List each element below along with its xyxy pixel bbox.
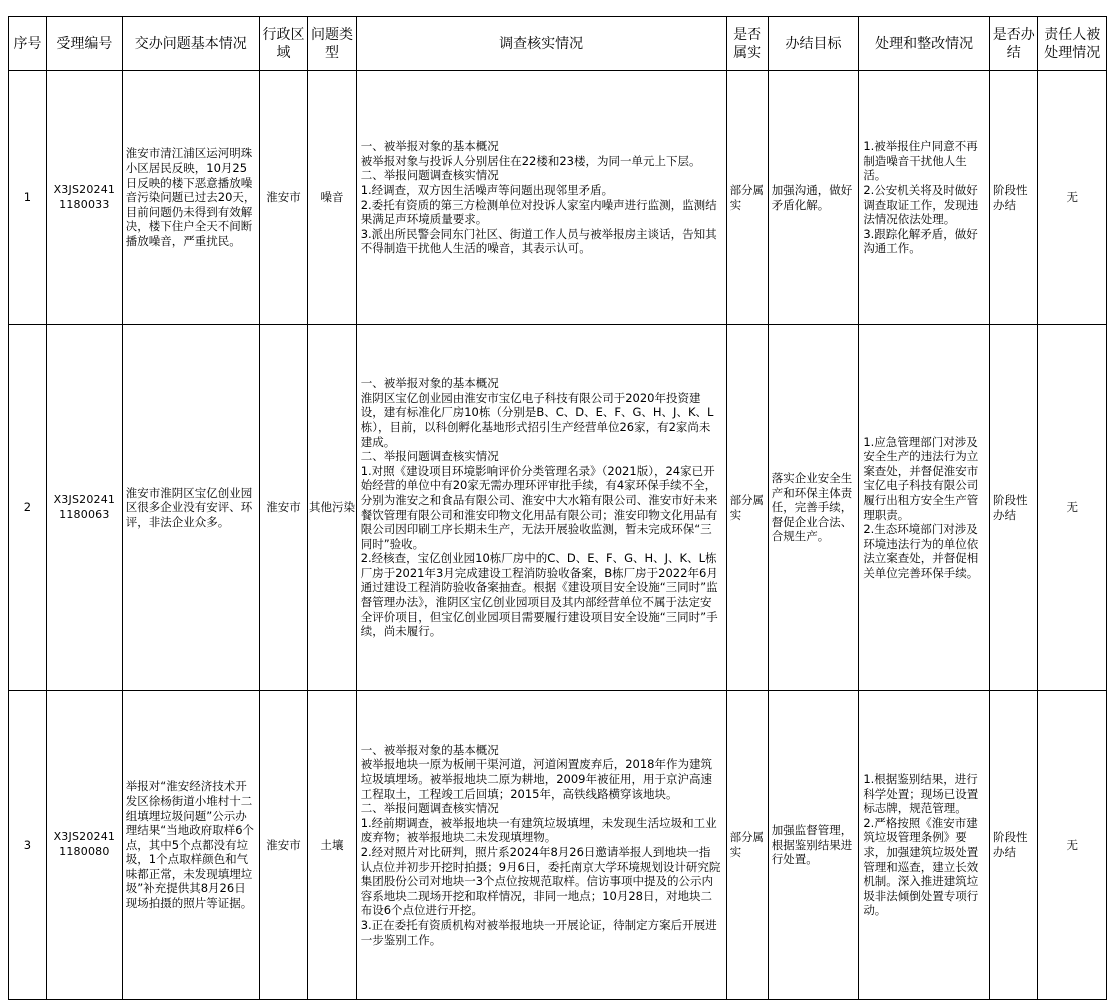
cell-done: 阶段性办结 [989, 325, 1037, 691]
case-id-part: 1180033 [59, 197, 110, 211]
investigation-paragraph: 被举报对象与投诉人分别居住在22楼和23楼，为同一单元上下层。 [360, 153, 701, 168]
header-handling: 处理和整改情况 [859, 17, 990, 71]
cell-seq: 1 [9, 71, 47, 325]
investigation-paragraph: 1.经调查，双方因生活噪声等问题出现邻里矛盾。 [360, 182, 614, 197]
cell-region: 淮安市 [259, 691, 307, 1000]
header-type: 问题类型 [308, 17, 356, 71]
header-responsible: 责任人被处理情况 [1038, 17, 1107, 71]
investigation-paragraph: 2.委托有资质的第三方检测单位对投诉人家室内噪声进行监测，监测结果满足声环境质量要求。 [360, 197, 717, 227]
handling-item: 2.公安机关将及时做好调查取证工作，发现违法情况依法处理。 [863, 182, 979, 227]
handling-item: 1.应急管理部门对涉及安全生产的违法行为立案查处，并督促淮安市宝亿电子科技有限公司履行出租方安全生产管理职责。 [863, 434, 979, 522]
cell-region: 淮安市 [259, 325, 307, 691]
cell-investigation [356, 325, 726, 691]
cell-goal: 加强监督管理，根据鉴别结果进行处置。 [768, 691, 859, 1000]
cell-handling [859, 71, 990, 325]
cell-type: 其他污染 [308, 325, 356, 691]
cell-type: 噪音 [308, 71, 356, 325]
cell-investigation [356, 691, 726, 1000]
header-region: 行政区域 [259, 17, 307, 71]
investigation-paragraph: 二、举报问题调查核实情况 [360, 168, 499, 183]
handling-item: 2.严格按照《淮安市建筑垃圾管理条例》要求，加强建筑垃圾处置管理和巡查，建立长效机制。深入推进建筑垃圾非法倾倒处置专项行动。 [863, 815, 979, 918]
cell-case-id [46, 691, 122, 1000]
cell-seq: 3 [9, 691, 47, 1000]
cell-done: 阶段性办结 [989, 691, 1037, 1000]
cell-truth: 部分属实 [726, 325, 768, 691]
case-id-part: X3JS20241 [53, 182, 116, 196]
cell-problem: 淮安市淮阴区宝亿创业园区很多企业没有安评、环评，非法企业众多。 [122, 325, 259, 691]
cell-responsible: 无 [1038, 325, 1107, 691]
case-id-part: X3JS20241 [53, 830, 116, 844]
investigation-paragraph: 2.经核查，宝亿创业园10栋厂房中的C、D、E、F、G、H、J、K、L栋厂房于2021年3月完成建设工程消防验收备案，B栋厂房于2022年6月通过建设工程消防验收备案抽查。根据《建设项目安全设施“三同时”监督管理办法》，淮阴区宝亿创业园项目及其内部经营单位不属于法定安全评价项目，但宝亿创业园项目需要履行建设项目安全设施“三同时”手续，尚未履行。 [360, 551, 718, 639]
cell-handling [859, 691, 990, 1000]
cell-region: 淮安市 [259, 71, 307, 325]
header-goal: 办结目标 [768, 17, 859, 71]
cell-problem: 淮安市清江浦区运河明珠小区居民反映，10月25日反映的楼下恶意播放噪音污染问题已过去20天，目前问题仍未得到有效解决，楼下住户全天不间断播放噪音，严重扰民。 [122, 71, 259, 325]
investigation-paragraph: 3.派出所民警会同东门社区、街道工作人员与被举报房主谈话，告知其不得制造干扰他人生活的噪音，其表示认可。 [360, 226, 717, 256]
cell-done: 阶段性办结 [989, 71, 1037, 325]
handling-item: 3.跟踪化解矛盾，做好沟通工作。 [863, 226, 978, 256]
cell-case-id [46, 71, 122, 325]
header-seq: 序号 [9, 17, 47, 71]
header-row [9, 17, 1107, 71]
investigation-paragraph: 一、被举报对象的基本概况 [360, 742, 499, 757]
cell-type: 土壤 [308, 691, 356, 1000]
handling-item: 1.根据鉴别结果，进行科学处置；现场已设置标志牌，规范管理。 [863, 772, 979, 816]
cell-truth: 部分属实 [726, 71, 768, 325]
investigation-paragraph: 一、被举报对象的基本概况 [360, 139, 499, 154]
handling-item: 1.被举报住户同意不再制造噪音干扰他人生活。 [863, 139, 978, 183]
case-id-part: X3JS20241 [53, 492, 116, 506]
supervision-table [8, 16, 1107, 1000]
cell-problem: 举报对“淮安经济技术开发区徐杨街道小堆村十二组填埋垃圾问题”公示办理结果“当地政府取样6个点，其中5个点都没有垃圾，1个点取样颜色和气味都正常，未发现填埋垃圾”补充提供其8月26日现场拍摄的照片等证据。 [122, 691, 259, 1000]
investigation-paragraph: 3.正在委托有资质机构对被举报地块一开展论证，待制定方案后开展进一步鉴别工作。 [360, 917, 717, 947]
header-truth: 是否属实 [726, 17, 768, 71]
cell-truth: 部分属实 [726, 691, 768, 1000]
investigation-paragraph: 一、被举报对象的基本概况 [360, 376, 499, 391]
table-row [9, 71, 1107, 325]
cell-goal: 加强沟通，做好矛盾化解。 [768, 71, 859, 325]
investigation-paragraph: 淮阴区宝亿创业园由淮安市宝亿电子科技有限公司于2020年投资建设，建有标准化厂房10栋（分别是B、C、D、E、F、G、H、J、K、L栋），目前，以科创孵化基地形式招引生产经营单位26家，有2家尚未建成。 [360, 390, 714, 449]
header-case-id: 受理编号 [46, 17, 122, 71]
investigation-paragraph: 2.经对照片对比研判，照片系2024年8月26日邀请举报人到地块一指认点位并初步开挖时拍摄；9月6日，委托南京大学环境规划设计研究院集团股份公司对地块一3个点位按规范取样。信访事项中提及的公示内容系地块二现场开挖和取样情况，非同一地点；10月28日，对地块二布设6个点位进行开挖。 [360, 845, 721, 918]
investigation-paragraph: 1.经前期调查，被举报地块一有建筑垃圾填埋，未发现生活垃圾和工业废弃物；被举报地块二未发现填埋物。 [360, 815, 717, 845]
cell-seq: 2 [9, 325, 47, 691]
cell-case-id [46, 325, 122, 691]
handling-item: 2.生态环境部门对涉及环境违法行为的单位依法立案查处，并督促相关单位完善环保手续。 [863, 522, 979, 580]
table-row [9, 691, 1107, 1000]
investigation-paragraph: 被举报地块一原为板闸干渠河道，河道闲置废弃后，2018年作为建筑垃圾填埋场。被举报地块二原为耕地，2009年被征用，用于京沪高速工程取土，工程竣工后回填；2015年，高铁线路横穿该地块。 [360, 757, 712, 801]
header-done: 是否办结 [989, 17, 1037, 71]
case-id-part: 1180080 [59, 845, 110, 858]
cell-handling [859, 325, 990, 691]
investigation-paragraph: 1.对照《建设项目环境影响评价分类管理名录》（2021版），24家已开始经营的单位中有20家无需办理环评审批手续，有4家环保手续不全，分别为淮安之和食品有限公司、淮安中大水箱有限公司、淮安市好未来餐饮管理有限公司和淮安印物文化用品有限公司；淮安印物文化用品有限公司因印刷工序长期未生产，无法开展验收监测，暂未完成环保“三同时”验收。 [360, 463, 718, 551]
cell-goal: 落实企业安全生产和环保主体责任，完善手续，督促企业合法、合规生产。 [768, 325, 859, 691]
investigation-paragraph: 二、举报问题调查核实情况 [360, 801, 499, 816]
header-investigation: 调查核实情况 [356, 17, 726, 71]
table-row [9, 325, 1107, 691]
case-id-part: 1180063 [59, 507, 110, 521]
cell-responsible: 无 [1038, 71, 1107, 325]
header-problem: 交办问题基本情况 [122, 17, 259, 71]
investigation-paragraph: 二、举报问题调查核实情况 [360, 449, 499, 464]
cell-responsible: 无 [1038, 691, 1107, 1000]
cell-investigation [356, 71, 726, 325]
